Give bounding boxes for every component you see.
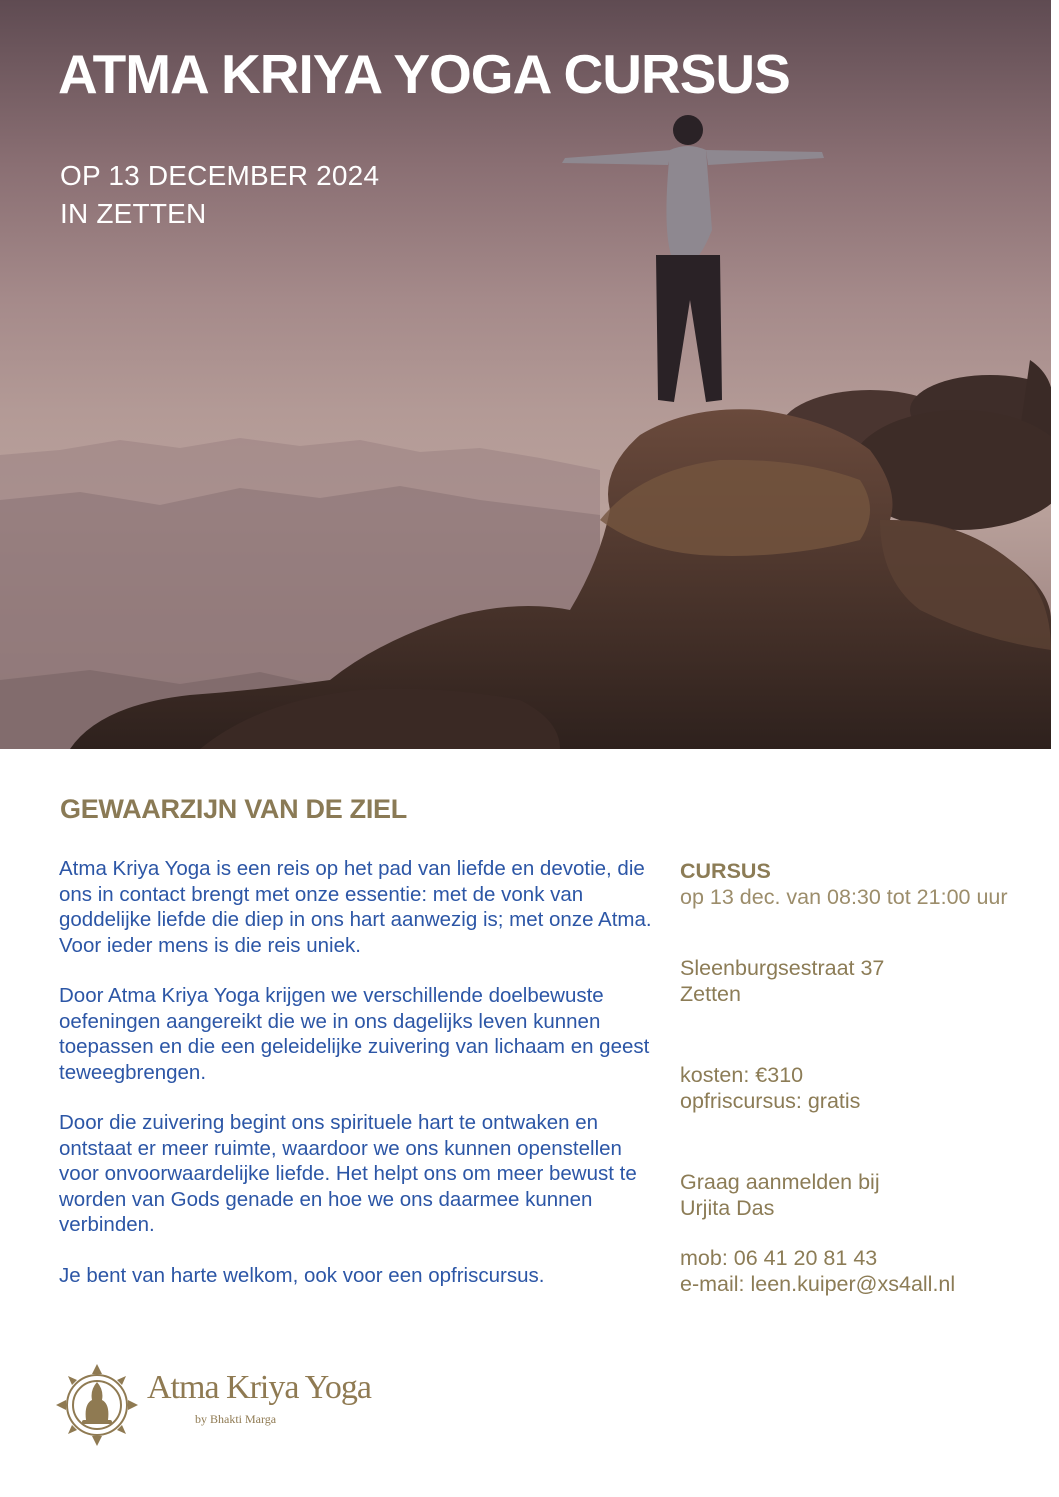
section-heading: GEWAARZIJN VAN DE ZIEL [60,794,407,824]
lotus-logo-icon [52,1360,142,1450]
address-city: Zetten [680,981,741,1006]
email-address[interactable]: e-mail: leen.kuiper@xs4all.nl [680,1271,956,1296]
refresher-cost: opfriscursus: gratis [680,1088,861,1113]
cost: kosten: €310 [680,1063,804,1087]
hero-image [0,0,1051,749]
mountain-scene-illustration [0,0,1051,749]
description-text [59,856,659,1313]
paragraph: Door die zuivering begint ons spirituele hart te ontwaken en ontstaat er meer ruimte, waardoor we ons kunnen openstellen voor onvoorwaardelijke liefde. Het helpt ons om meer bewust te worden van Gods genade en hoe we ons daarmee kunnen verbinden. [59,1111,637,1236]
signup-line: Graag aanmelden bij [680,1170,880,1194]
address-street: Sleenburgsestraat 37 [680,956,885,980]
contact-name: Urjita Das [680,1195,775,1220]
paragraph: Je bent van harte welkom, ook voor een opfriscursus. [59,1263,545,1287]
event-info [680,859,1050,1297]
page-title: ATMA KRIYA YOGA CURSUS [58,43,790,105]
course-label: CURSUS [680,859,771,883]
brand-name: Atma Kriya Yoga [147,1369,371,1406]
mobile-number: mob: 06 41 20 81 43 [680,1246,878,1270]
person-figure [562,115,824,402]
course-time: op 13 dec. van 08:30 tot 21:00 uur [680,884,1008,909]
event-location: IN ZETTEN [60,198,207,229]
paragraph: Atma Kriya Yoga is een reis op het pad van liefde en devotie, die ons in contact brengt met onze essentie: met de vonk van goddelijke liefde die diep in ons hart aanwezig is; met onze Atma. Voor ieder mens is die reis uniek. [59,857,652,957]
paragraph: Door Atma Kriya Yoga krijgen we verschillende doelbewuste oefeningen aangereikt die we in ons dagelijks leven kunnen toepassen en die een geleidelijke zuivering van lichaam en geest teweegbrengen. [59,984,650,1084]
brand-byline: by Bhakti Marga [195,1412,277,1426]
event-date: OP 13 DECEMBER 2024 [60,160,380,191]
